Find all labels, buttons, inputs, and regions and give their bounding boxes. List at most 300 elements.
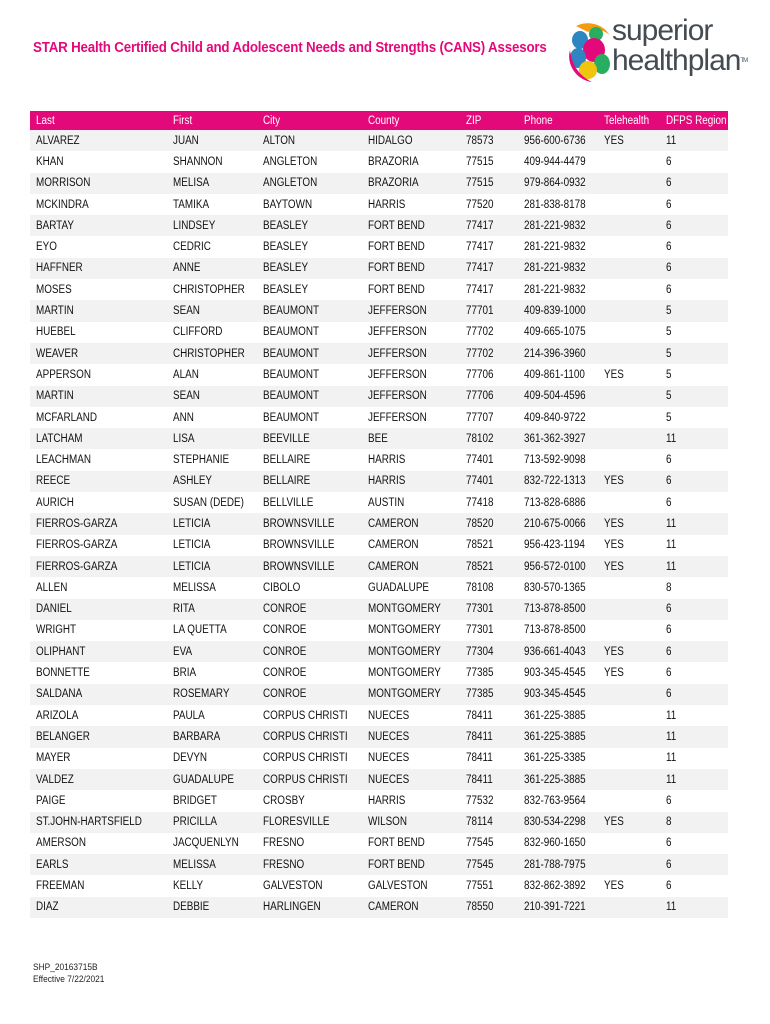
table-row xyxy=(30,875,728,896)
table-cell: BEASLEY xyxy=(257,236,362,257)
table-cell: FORT BEND xyxy=(362,279,460,300)
table-cell: 210-675-0066 xyxy=(518,513,598,534)
table-cell: 956-423-1194 xyxy=(518,535,598,556)
table-row xyxy=(30,343,728,364)
table-cell: RITA xyxy=(167,599,257,620)
table-cell: MCKINDRA xyxy=(30,194,167,215)
table-cell: TAMIKA xyxy=(167,194,257,215)
assessors-table xyxy=(30,111,728,918)
table-cell: 11 xyxy=(660,130,728,151)
table-cell: 830-570-1365 xyxy=(518,577,598,598)
table-cell: 6 xyxy=(660,151,728,172)
table-cell: SEAN xyxy=(167,300,257,321)
table-cell: FRESNO xyxy=(257,854,362,875)
table-cell: 77532 xyxy=(460,790,518,811)
table-cell: 281-221-9832 xyxy=(518,279,598,300)
table-cell: 11 xyxy=(660,769,728,790)
table-cell: 77706 xyxy=(460,386,518,407)
table-cell: MONTGOMERY xyxy=(362,641,460,662)
table-cell: BELLAIRE xyxy=(257,449,362,470)
table-cell: FRESNO xyxy=(257,833,362,854)
table-cell: 78114 xyxy=(460,812,518,833)
table-cell: 11 xyxy=(660,726,728,747)
table-cell: BEAUMONT xyxy=(257,407,362,428)
table-cell: FIERROS-GARZA xyxy=(30,513,167,534)
table-cell: JACQUENLYN xyxy=(167,833,257,854)
table-cell: MONTGOMERY xyxy=(362,662,460,683)
table-cell: PRICILLA xyxy=(167,812,257,833)
table-cell: 77301 xyxy=(460,599,518,620)
table-cell: CIBOLO xyxy=(257,577,362,598)
table-cell: YES xyxy=(598,662,660,683)
table-cell: 11 xyxy=(660,748,728,769)
table-cell xyxy=(598,449,660,470)
table-cell: HARRIS xyxy=(362,449,460,470)
table-cell: 409-944-4479 xyxy=(518,151,598,172)
table-cell: 6 xyxy=(660,173,728,194)
table-cell xyxy=(598,769,660,790)
table-cell: AMERSON xyxy=(30,833,167,854)
table-cell xyxy=(598,407,660,428)
table-row xyxy=(30,790,728,811)
table-cell: EVA xyxy=(167,641,257,662)
table-cell: 11 xyxy=(660,535,728,556)
table-cell: LETICIA xyxy=(167,535,257,556)
table-row xyxy=(30,236,728,257)
table-cell: MARTIN xyxy=(30,300,167,321)
table-cell: ALTON xyxy=(257,130,362,151)
table-row xyxy=(30,215,728,236)
table-cell: LA QUETTA xyxy=(167,620,257,641)
table-cell: HARRIS xyxy=(362,194,460,215)
column-header: First xyxy=(167,111,257,130)
logo-trademark: TM xyxy=(740,58,748,64)
table-cell: 78573 xyxy=(460,130,518,151)
table-cell xyxy=(598,236,660,257)
table-row xyxy=(30,833,728,854)
table-cell: JEFFERSON xyxy=(362,343,460,364)
column-header: Last xyxy=(30,111,167,130)
table-row xyxy=(30,641,728,662)
table-row xyxy=(30,407,728,428)
table-cell: NUECES xyxy=(362,748,460,769)
table-cell: 5 xyxy=(660,364,728,385)
table-cell: 210-391-7221 xyxy=(518,897,598,918)
table-cell: ST.JOHN-HARTSFIELD xyxy=(30,812,167,833)
table-cell: 361-225-3885 xyxy=(518,726,598,747)
table-cell: YES xyxy=(598,875,660,896)
table-cell: FORT BEND xyxy=(362,833,460,854)
table-cell: FORT BEND xyxy=(362,854,460,875)
table-row xyxy=(30,300,728,321)
table-cell: EYO xyxy=(30,236,167,257)
table-row xyxy=(30,194,728,215)
table-cell: 6 xyxy=(660,492,728,513)
table-cell: ARIZOLA xyxy=(30,705,167,726)
table-cell: 77385 xyxy=(460,684,518,705)
table-cell: CONROE xyxy=(257,620,362,641)
table-cell: CORPUS CHRISTI xyxy=(257,769,362,790)
table-cell: BEASLEY xyxy=(257,279,362,300)
table-cell: SUSAN (DEDE) xyxy=(167,492,257,513)
table-cell: ASHLEY xyxy=(167,471,257,492)
document-code: SHP_20163715B xyxy=(33,962,98,973)
table-cell: BRIDGET xyxy=(167,790,257,811)
table-cell: CLIFFORD xyxy=(167,322,257,343)
table-cell: PAULA xyxy=(167,705,257,726)
table-cell: FORT BEND xyxy=(362,236,460,257)
table-cell: 409-504-4596 xyxy=(518,386,598,407)
table-cell: 77515 xyxy=(460,151,518,172)
table-cell: BEAUMONT xyxy=(257,386,362,407)
table-cell: HIDALGO xyxy=(362,130,460,151)
table-cell: MORRISON xyxy=(30,173,167,194)
table-cell: STEPHANIE xyxy=(167,449,257,470)
table-cell: GALVESTON xyxy=(362,875,460,896)
table-cell: MCFARLAND xyxy=(30,407,167,428)
table-cell: DIAZ xyxy=(30,897,167,918)
table-cell: HAFFNER xyxy=(30,258,167,279)
table-cell: WILSON xyxy=(362,812,460,833)
table-cell: YES xyxy=(598,513,660,534)
table-cell xyxy=(598,897,660,918)
table-cell: 409-839-1000 xyxy=(518,300,598,321)
table-row xyxy=(30,535,728,556)
table-cell xyxy=(598,300,660,321)
table-row xyxy=(30,726,728,747)
table-cell: ANNE xyxy=(167,258,257,279)
table-cell: HARRIS xyxy=(362,471,460,492)
table-cell: 8 xyxy=(660,812,728,833)
table-cell: YES xyxy=(598,812,660,833)
table-cell: JEFFERSON xyxy=(362,364,460,385)
table-cell: CROSBY xyxy=(257,790,362,811)
table-cell: 77417 xyxy=(460,258,518,279)
table-cell: 361-225-3885 xyxy=(518,705,598,726)
table-cell xyxy=(598,428,660,449)
table-cell: 8 xyxy=(660,577,728,598)
table-cell: WEAVER xyxy=(30,343,167,364)
table-row xyxy=(30,130,728,151)
table-cell: CAMERON xyxy=(362,556,460,577)
table-cell: LINDSEY xyxy=(167,215,257,236)
table-cell: MONTGOMERY xyxy=(362,620,460,641)
table-cell: HARLINGEN xyxy=(257,897,362,918)
table-cell: 78520 xyxy=(460,513,518,534)
table-cell: YES xyxy=(598,535,660,556)
table-cell: BAYTOWN xyxy=(257,194,362,215)
table-cell: ANGLETON xyxy=(257,173,362,194)
table-cell: FREEMAN xyxy=(30,875,167,896)
table-row xyxy=(30,471,728,492)
table-cell: 77551 xyxy=(460,875,518,896)
table-cell: 5 xyxy=(660,322,728,343)
table-header-row xyxy=(30,111,728,130)
table-cell: 78411 xyxy=(460,748,518,769)
table-cell: MAYER xyxy=(30,748,167,769)
table-row xyxy=(30,173,728,194)
table-cell: ALAN xyxy=(167,364,257,385)
table-cell: 409-861-1100 xyxy=(518,364,598,385)
table-cell: BRAZORIA xyxy=(362,151,460,172)
table-cell: APPERSON xyxy=(30,364,167,385)
table-cell: BEASLEY xyxy=(257,258,362,279)
table-cell: 78521 xyxy=(460,535,518,556)
table-cell: FIERROS-GARZA xyxy=(30,556,167,577)
table-cell xyxy=(598,620,660,641)
table-cell: 77417 xyxy=(460,279,518,300)
table-cell: BRAZORIA xyxy=(362,173,460,194)
table-cell: 78411 xyxy=(460,769,518,790)
table-cell: 6 xyxy=(660,875,728,896)
table-cell: 77301 xyxy=(460,620,518,641)
table-cell: YES xyxy=(598,364,660,385)
table-cell: CORPUS CHRISTI xyxy=(257,705,362,726)
table-cell: FORT BEND xyxy=(362,215,460,236)
table-body xyxy=(30,130,728,918)
table-cell: YES xyxy=(598,641,660,662)
table-cell: 77385 xyxy=(460,662,518,683)
table-cell: AUSTIN xyxy=(362,492,460,513)
table-cell: CAMERON xyxy=(362,897,460,918)
table-cell: FORT BEND xyxy=(362,258,460,279)
table-cell: YES xyxy=(598,130,660,151)
table-cell: BEEVILLE xyxy=(257,428,362,449)
table-cell: 77702 xyxy=(460,343,518,364)
table-cell: CHRISTOPHER xyxy=(167,279,257,300)
table-cell: ANGLETON xyxy=(257,151,362,172)
table-cell: LEACHMAN xyxy=(30,449,167,470)
table-cell: SHANNON xyxy=(167,151,257,172)
table-cell: 979-864-0932 xyxy=(518,173,598,194)
table-cell: JEFFERSON xyxy=(362,386,460,407)
table-cell: 77304 xyxy=(460,641,518,662)
table-cell: BEAUMONT xyxy=(257,322,362,343)
table-cell: ALLEN xyxy=(30,577,167,598)
table-cell: 956-572-0100 xyxy=(518,556,598,577)
table-cell: NUECES xyxy=(362,705,460,726)
table-row xyxy=(30,599,728,620)
table-cell: 903-345-4545 xyxy=(518,662,598,683)
table-cell: CONROE xyxy=(257,599,362,620)
table-cell: JEFFERSON xyxy=(362,322,460,343)
table-cell: 832-862-3892 xyxy=(518,875,598,896)
table-cell xyxy=(598,322,660,343)
table-cell: 11 xyxy=(660,897,728,918)
table-cell: 77515 xyxy=(460,173,518,194)
table-cell: JUAN xyxy=(167,130,257,151)
table-cell: LETICIA xyxy=(167,556,257,577)
logo-line-superior: superior xyxy=(612,14,713,47)
table-cell: 11 xyxy=(660,556,728,577)
table-cell: 936-661-4043 xyxy=(518,641,598,662)
table-row xyxy=(30,428,728,449)
table-cell: BEE xyxy=(362,428,460,449)
table-cell: 281-221-9832 xyxy=(518,236,598,257)
table-cell xyxy=(598,726,660,747)
table-cell: 6 xyxy=(660,790,728,811)
table-cell: BEAUMONT xyxy=(257,343,362,364)
table-cell: 5 xyxy=(660,343,728,364)
table-cell: OLIPHANT xyxy=(30,641,167,662)
table-cell: CAMERON xyxy=(362,513,460,534)
table-cell: HARRIS xyxy=(362,790,460,811)
table-row xyxy=(30,769,728,790)
table-cell: DANIEL xyxy=(30,599,167,620)
table-cell xyxy=(598,833,660,854)
effective-date: Effective 7/22/2021 xyxy=(33,974,105,985)
table-cell: NUECES xyxy=(362,769,460,790)
table-cell: 77701 xyxy=(460,300,518,321)
superior-healthplan-logo xyxy=(566,14,746,94)
table-cell: 78411 xyxy=(460,726,518,747)
table-cell: BELANGER xyxy=(30,726,167,747)
table-cell xyxy=(598,194,660,215)
table-cell: 214-396-3960 xyxy=(518,343,598,364)
table-cell: 361-225-3885 xyxy=(518,769,598,790)
table-cell: 832-960-1650 xyxy=(518,833,598,854)
table-cell: 77417 xyxy=(460,236,518,257)
table-cell: SALDANA xyxy=(30,684,167,705)
table-cell: JEFFERSON xyxy=(362,407,460,428)
table-row xyxy=(30,748,728,769)
table-cell: ALVAREZ xyxy=(30,130,167,151)
table-cell: 6 xyxy=(660,684,728,705)
column-header: DFPS Region xyxy=(660,111,728,130)
table-cell: BRIA xyxy=(167,662,257,683)
table-cell: LISA xyxy=(167,428,257,449)
table-cell: 361-362-3927 xyxy=(518,428,598,449)
table-cell: 6 xyxy=(660,833,728,854)
table-row xyxy=(30,386,728,407)
table-cell: 77520 xyxy=(460,194,518,215)
table-cell xyxy=(598,790,660,811)
table-cell: YES xyxy=(598,471,660,492)
table-cell: BELLAIRE xyxy=(257,471,362,492)
table-cell: LATCHAM xyxy=(30,428,167,449)
table-cell: 713-828-6886 xyxy=(518,492,598,513)
table-cell: ANN xyxy=(167,407,257,428)
table-row xyxy=(30,151,728,172)
table-cell: ROSEMARY xyxy=(167,684,257,705)
table-cell: FIERROS-GARZA xyxy=(30,535,167,556)
table-cell: MELISA xyxy=(167,173,257,194)
table-cell: BROWNSVILLE xyxy=(257,556,362,577)
table-cell: 6 xyxy=(660,194,728,215)
table-cell: BEAUMONT xyxy=(257,300,362,321)
table-cell: 6 xyxy=(660,620,728,641)
table-cell: 6 xyxy=(660,258,728,279)
table-cell: 281-221-9832 xyxy=(518,258,598,279)
table-cell: VALDEZ xyxy=(30,769,167,790)
page-title: STAR Health Certified Child and Adolescent Needs and Strengths (CANS) Assesors xyxy=(33,40,547,56)
table-cell: 5 xyxy=(660,407,728,428)
table-cell xyxy=(598,215,660,236)
table-row xyxy=(30,513,728,534)
table-row xyxy=(30,364,728,385)
table-cell: MARTIN xyxy=(30,386,167,407)
table-cell: MONTGOMERY xyxy=(362,684,460,705)
table-cell: 281-221-9832 xyxy=(518,215,598,236)
table-cell: CONROE xyxy=(257,684,362,705)
table-cell: CORPUS CHRISTI xyxy=(257,748,362,769)
table-cell: 77545 xyxy=(460,833,518,854)
table-cell xyxy=(598,748,660,769)
table-cell: 6 xyxy=(660,599,728,620)
table-cell: 6 xyxy=(660,471,728,492)
table-cell: 6 xyxy=(660,449,728,470)
table-cell: 6 xyxy=(660,236,728,257)
table-cell: BELLVILLE xyxy=(257,492,362,513)
table-cell: 956-600-6736 xyxy=(518,130,598,151)
table-cell: WRIGHT xyxy=(30,620,167,641)
table-cell: 361-225-3385 xyxy=(518,748,598,769)
table-cell: CAMERON xyxy=(362,535,460,556)
table-cell: 832-763-9564 xyxy=(518,790,598,811)
table-row xyxy=(30,897,728,918)
table-cell: 78108 xyxy=(460,577,518,598)
table-cell: BROWNSVILLE xyxy=(257,535,362,556)
table-cell: CONROE xyxy=(257,641,362,662)
table-cell: GUADALUPE xyxy=(362,577,460,598)
table-cell: SEAN xyxy=(167,386,257,407)
table-cell: KELLY xyxy=(167,875,257,896)
table-cell: 6 xyxy=(660,662,728,683)
table-cell: 903-345-4545 xyxy=(518,684,598,705)
table-cell: CEDRIC xyxy=(167,236,257,257)
table-cell: GUADALUPE xyxy=(167,769,257,790)
table-cell: 77401 xyxy=(460,449,518,470)
table-cell: LETICIA xyxy=(167,513,257,534)
table-cell: CONROE xyxy=(257,662,362,683)
table-cell: BARTAY xyxy=(30,215,167,236)
logo-line-healthplan: healthplan xyxy=(612,44,741,77)
footer xyxy=(33,962,114,986)
table-cell: 77401 xyxy=(460,471,518,492)
table-cell: 78550 xyxy=(460,897,518,918)
table-cell: 409-840-9722 xyxy=(518,407,598,428)
table-cell: 713-592-9098 xyxy=(518,449,598,470)
column-header: Telehealth xyxy=(598,111,660,130)
table-cell: 6 xyxy=(660,215,728,236)
table-cell xyxy=(598,599,660,620)
table-cell: BARBARA xyxy=(167,726,257,747)
column-header: ZIP xyxy=(460,111,518,130)
table-row xyxy=(30,492,728,513)
table-row xyxy=(30,705,728,726)
table-cell: MOSES xyxy=(30,279,167,300)
table-cell: 5 xyxy=(660,386,728,407)
table-cell: PAIGE xyxy=(30,790,167,811)
table-cell: 6 xyxy=(660,854,728,875)
table-cell: 281-838-8178 xyxy=(518,194,598,215)
table-cell xyxy=(598,343,660,364)
table-cell: 830-534-2298 xyxy=(518,812,598,833)
table-row xyxy=(30,854,728,875)
table-cell: CHRISTOPHER xyxy=(167,343,257,364)
table-cell: MELISSA xyxy=(167,577,257,598)
table-cell: 77707 xyxy=(460,407,518,428)
table-cell: JEFFERSON xyxy=(362,300,460,321)
table-cell: GALVESTON xyxy=(257,875,362,896)
table-cell: 78411 xyxy=(460,705,518,726)
table-row xyxy=(30,279,728,300)
table-row xyxy=(30,812,728,833)
table-row xyxy=(30,684,728,705)
table-cell: 713-878-8500 xyxy=(518,599,598,620)
table-cell: 77418 xyxy=(460,492,518,513)
table-cell: 409-665-1075 xyxy=(518,322,598,343)
